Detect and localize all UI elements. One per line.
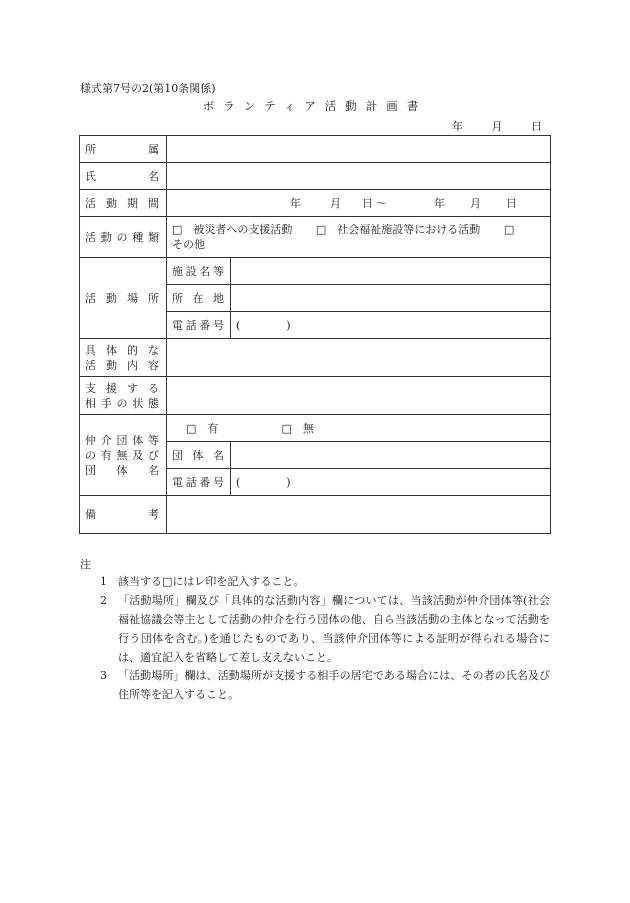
label-mediator-line1: 仲介団体等 xyxy=(85,433,159,447)
kind-option-disaster[interactable]: □ 被災者への支援活動 xyxy=(172,223,293,236)
field-period[interactable] xyxy=(167,190,551,217)
row-remarks xyxy=(80,496,551,534)
label-facility: 施設名等 xyxy=(172,264,224,278)
document-title: ボランティア活動計画書 xyxy=(202,99,428,113)
date-month: 月 xyxy=(491,120,503,133)
place-phone-close-paren: ) xyxy=(286,318,291,332)
field-facility[interactable] xyxy=(231,258,551,285)
period-start-day: 日 xyxy=(362,196,373,210)
label-place: 活動場所 xyxy=(85,291,159,305)
kind-option-welfare[interactable]: □ 社会福祉施設等における活動 xyxy=(315,223,481,236)
field-remarks[interactable] xyxy=(167,496,551,534)
mediator-option-yes[interactable]: □ 有 xyxy=(186,421,219,435)
period-end-year: 年 xyxy=(434,196,445,210)
note-item xyxy=(100,666,550,704)
label-status-line1: 支援する xyxy=(85,381,159,395)
document-date xyxy=(452,118,542,134)
kind-option-other-checkbox[interactable]: □ xyxy=(503,223,515,236)
label-remarks: 備 考 xyxy=(85,508,159,521)
field-address[interactable] xyxy=(231,285,551,312)
label-mediator-line3: 団 体 名 xyxy=(85,463,159,477)
row-status xyxy=(80,377,551,415)
label-mediator-line2: の有無及び xyxy=(85,448,159,462)
form-id: 様式第7号の2(第10条関係) xyxy=(80,82,216,95)
period-end-month: 月 xyxy=(470,196,481,210)
row-mediator-choice xyxy=(80,415,551,442)
place-phone-open-paren: ( xyxy=(236,318,241,332)
row-name xyxy=(80,163,551,190)
field-status[interactable] xyxy=(167,377,551,415)
label-content-line1: 具体的な xyxy=(85,343,159,357)
note-item xyxy=(100,572,550,591)
field-content[interactable] xyxy=(167,339,551,377)
label-place-phone: 電話番号 xyxy=(172,318,224,332)
field-name[interactable] xyxy=(167,163,551,190)
field-mediator-choice xyxy=(167,415,551,442)
notes-heading: 注 xyxy=(80,558,91,571)
label-mediator-phone: 電話番号 xyxy=(172,475,224,489)
period-start-month: 月 xyxy=(330,196,341,210)
period-tilde: ～ xyxy=(376,196,387,210)
row-affiliation xyxy=(80,136,551,163)
field-group-name[interactable] xyxy=(231,442,551,469)
period-end-day: 日 xyxy=(506,196,517,210)
row-kind xyxy=(80,217,551,258)
label-content-line2: 活動内容 xyxy=(85,358,159,372)
mediator-phone-open-paren: ( xyxy=(236,475,241,489)
note-text: 「活動場所」欄及び「具体的な活動内容」欄については、当該活動が仲介団体等(社会福祉協議会等主として活動の仲介を行う団体の他、自ら当該活動の主体となって活動を行う団体を含む。)を通じたものであり、当該仲介団体等による証明が得られる場合には、適宜記入を省略して差し支えないこと。 xyxy=(118,594,550,664)
mediator-option-no[interactable]: □ 無 xyxy=(281,421,314,435)
field-place-phone[interactable] xyxy=(231,312,551,339)
label-affiliation: 所 属 xyxy=(85,142,159,156)
label-group-name: 団 体 名 xyxy=(172,448,224,462)
plan-form-table xyxy=(79,135,551,534)
row-place-facility xyxy=(80,258,551,285)
period-start-year: 年 xyxy=(290,196,301,210)
row-content xyxy=(80,339,551,377)
note-number: 2 xyxy=(100,594,107,607)
row-period xyxy=(80,190,551,217)
date-year: 年 xyxy=(452,120,463,133)
label-period: 活動期間 xyxy=(85,196,159,210)
label-status-line2: 相手の状態 xyxy=(85,396,159,410)
note-item xyxy=(100,591,550,667)
label-name: 氏 名 xyxy=(85,169,159,183)
label-kind: 活動の種類 xyxy=(85,230,159,244)
kind-option-other-label: その他 xyxy=(172,238,205,251)
note-text: 該当する□にはレ印を記入すること。 xyxy=(118,575,305,588)
field-kind xyxy=(167,217,551,258)
field-affiliation[interactable] xyxy=(167,136,551,163)
date-day: 日 xyxy=(531,120,542,133)
label-address: 所 在 地 xyxy=(172,291,224,305)
note-number: 1 xyxy=(100,575,107,588)
mediator-phone-close-paren: ) xyxy=(286,475,291,489)
field-mediator-phone[interactable] xyxy=(231,469,551,496)
note-number: 3 xyxy=(100,669,107,682)
note-text: 「活動場所」欄は、活動場所が支援する相手の居宅である場合には、その者の氏名及び住所等を記入すること。 xyxy=(118,669,550,701)
